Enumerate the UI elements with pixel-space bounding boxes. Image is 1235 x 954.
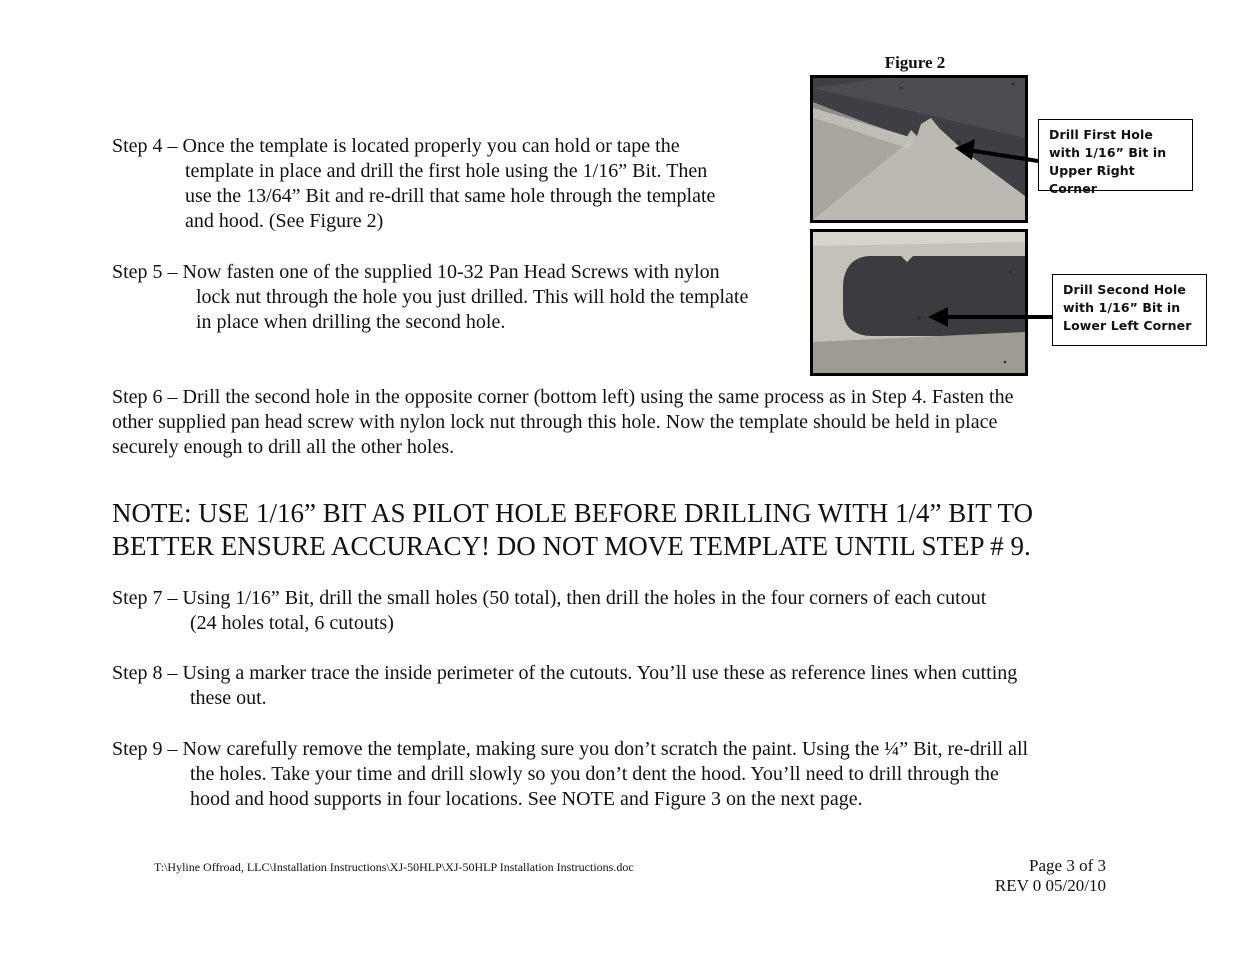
step-7-line: Step 7 – Using 1/16” Bit, drill the small holes (50 total), then drill the holes in the four corners of each cutout	[112, 587, 987, 609]
step-6-line: securely enough to drill all the other holes.	[112, 436, 455, 458]
revision: REV 0 05/20/10	[994, 876, 1106, 895]
step-5	[112, 260, 748, 335]
step-7	[112, 586, 986, 636]
step-5-line: in place when drilling the second hole.	[196, 311, 506, 333]
arrow-second-hole	[928, 307, 1052, 327]
figure-title: Figure 2	[884, 53, 946, 72]
step-9-line: Step 9 – Now carefully remove the template, making sure you don’t scratch the paint. Using the ¼” Bit, re-drill all	[112, 738, 1029, 760]
step-4-line: and hood. (See Figure 2)	[185, 210, 384, 232]
step-4-line: Step 4 – Once the template is located properly you can hold or tape the	[112, 135, 680, 157]
note-line: NOTE: USE 1/16” BIT AS PILOT HOLE BEFORE DRILLING WITH 1/4” BIT TO	[112, 498, 1033, 528]
note-line: BETTER ENSURE ACCURACY! DO NOT MOVE TEMPLATE UNTIL STEP # 9.	[112, 531, 1031, 561]
arrow-first-hole	[955, 139, 1038, 161]
step-6	[112, 385, 1013, 460]
step-4-line: template in place and drill the first hole using the 1/16” Bit. Then	[185, 160, 708, 182]
callout-second-hole-text: Drill Second Hole with 1/16” Bit in Lower Left Corner	[1063, 282, 1192, 333]
step-9-line: hood and hood supports in four locations. See NOTE and Figure 3 on the next page.	[190, 788, 863, 810]
step-8-line: Step 8 – Using a marker trace the inside perimeter of the cutouts. You’ll use these as reference lines when cutting	[112, 662, 1018, 684]
footer-file-path: T:\Hyline Offroad, LLC\Installation Instructions\XJ-50HLP\XJ-50HLP Installation Instructions.doc	[154, 860, 634, 874]
step-9-line: the holes. Take your time and drill slowly so you don’t dent the hood. You’ll need to drill through the	[190, 763, 999, 785]
step-4-line: use the 13/64” Bit and re-drill that same hole through the template	[185, 185, 716, 207]
step-8-line: these out.	[190, 687, 267, 709]
step-5-line: lock nut through the hole you just drilled. This will hold the template	[196, 286, 749, 308]
step-4	[112, 134, 715, 234]
step-5-line: Step 5 – Now fasten one of the supplied 10-32 Pan Head Screws with nylon	[112, 261, 720, 283]
footer-page-info	[940, 856, 1106, 896]
note-warning	[112, 497, 1033, 563]
step-6-line: Step 6 – Drill the second hole in the opposite corner (bottom left) using the same process as in Step 4. Fasten the	[112, 386, 1014, 408]
step-8	[112, 661, 1017, 711]
page-number: Page 3 of 3	[1029, 856, 1106, 875]
step-7-line: (24 holes total, 6 cutouts)	[190, 612, 394, 634]
step-6-line: other supplied pan head screw with nylon lock nut through this hole. Now the template should be held in place	[112, 411, 998, 433]
step-9	[112, 737, 1028, 812]
callout-first-hole-text: Drill First Hole with 1/16” Bit in Upper Right Corner	[1049, 127, 1167, 196]
